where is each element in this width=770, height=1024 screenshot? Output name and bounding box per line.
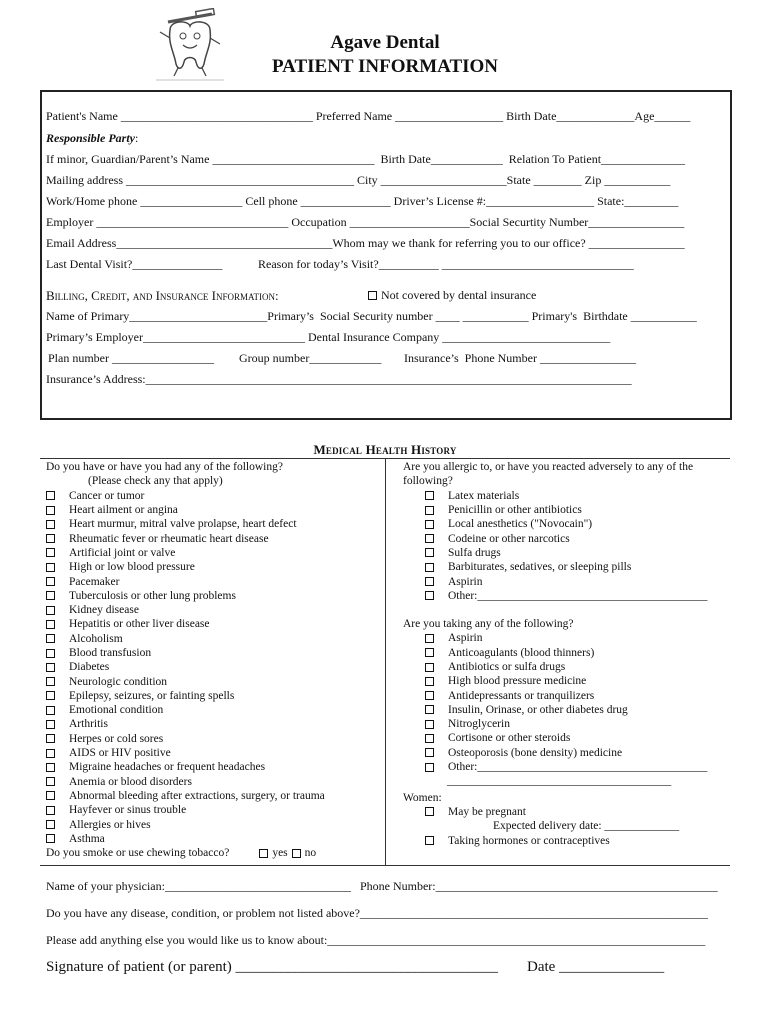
condition-item[interactable] (46, 775, 381, 789)
allergy-label: Latex materials (448, 489, 520, 502)
medication-checkbox[interactable] (425, 705, 434, 714)
condition-label: Rheumatic fever or rheumatic heart disease (69, 532, 269, 545)
condition-item[interactable] (46, 803, 381, 817)
allergy-item[interactable] (425, 560, 733, 574)
condition-label: Migraine headaches or frequent headaches (69, 761, 266, 774)
hormones-option[interactable]: Taking hormones or contraceptives (403, 833, 733, 847)
condition-item[interactable] (46, 832, 381, 846)
allergy-item[interactable] (425, 574, 733, 588)
medication-item[interactable] (425, 688, 733, 702)
email-line[interactable]: Email Address____________________________________Whom may we thank for referring you to our office? ________________ (46, 236, 685, 250)
allergy-item[interactable] (425, 531, 733, 545)
physician-line[interactable]: Name of your physician:_______________________________ Phone Number:_______________________________________________ (46, 879, 718, 893)
medication-checkbox[interactable] (425, 634, 434, 643)
pregnant-checkbox[interactable] (425, 807, 434, 816)
guardian-line[interactable]: If minor, Guardian/Parent’s Name ___________________________ Birth Date____________ Relation To Patient______________ (46, 152, 686, 166)
condition-label: Abnormal bleeding after extractions, surgery, or trauma (69, 789, 325, 802)
condition-checkbox[interactable] (46, 548, 55, 557)
employer-line[interactable]: Employer ________________________________ Occupation ____________________Social Securtity Number________________ (46, 215, 685, 229)
medication-label: Other:________________________________________ (448, 761, 708, 774)
allergy-label: Aspirin (448, 575, 483, 588)
conditions-instruction: (Please check any that apply) (88, 475, 223, 488)
medical-history-heading: Medical Health History (313, 442, 457, 457)
condition-checkbox[interactable] (46, 834, 55, 843)
condition-item[interactable] (46, 689, 381, 703)
medication-item[interactable] (425, 646, 733, 660)
medication-label: Antidepressants or tranquilizers (448, 689, 595, 702)
condition-checkbox[interactable] (46, 563, 55, 572)
additional-info-line[interactable]: Please add anything else you would like us to know about:_______________________________________________________________ (46, 933, 706, 947)
medication-item[interactable] (425, 674, 733, 688)
medication-item[interactable] (425, 746, 733, 760)
medication-item[interactable] (425, 731, 733, 745)
medication-item[interactable] (425, 760, 733, 774)
allergy-checkbox[interactable] (425, 534, 434, 543)
patient-name-line[interactable]: Patient's Name ________________________________ Preferred Name __________________ Birth Date_____________Age______ (46, 109, 691, 123)
condition-label: Cancer or tumor (69, 489, 145, 502)
date-line[interactable]: Date ______________ (527, 959, 665, 975)
medication-checkbox[interactable] (425, 734, 434, 743)
medication-label: Nitroglycerin (448, 718, 510, 731)
signature-line[interactable]: Signature of patient (or parent) ___________________________________ (46, 959, 499, 975)
condition-label: Emotional condition (69, 704, 164, 717)
condition-checkbox[interactable] (46, 606, 55, 615)
condition-label: High or low blood pressure (69, 561, 195, 574)
condition-checkbox[interactable] (46, 791, 55, 800)
medication-item[interactable] (425, 703, 733, 717)
allergy-intro: Are you allergic to, or have you reacted adversely to any of the (403, 461, 694, 474)
practice-name: Agave Dental (330, 32, 440, 53)
condition-label: Artificial joint or valve (69, 546, 176, 559)
medication-label: Osteoporosis (bone density) medicine (448, 746, 623, 759)
allergy-item[interactable] (425, 589, 733, 603)
allergy-item[interactable] (425, 546, 733, 560)
medication-label: High blood pressure medicine (448, 675, 587, 688)
medication-label: Antibiotics or sulfa drugs (448, 661, 566, 673)
allergy-label: Codeine or other narcotics (448, 532, 570, 545)
condition-item[interactable] (46, 746, 381, 760)
condition-checkbox[interactable] (46, 806, 55, 815)
medication-checkbox[interactable] (425, 677, 434, 686)
condition-item[interactable] (46, 732, 381, 746)
group-number-line[interactable]: Group number____________ (239, 351, 382, 365)
responsible-party-label: Responsible Party: (46, 131, 139, 145)
medication-checkbox[interactable] (425, 663, 434, 672)
condition-checkbox[interactable] (46, 749, 55, 758)
condition-checkbox[interactable] (46, 591, 55, 600)
allergy-label: Barbiturates, sedatives, or sleeping pills (448, 561, 632, 574)
plan-number-line[interactable]: Plan number _________________ (48, 351, 214, 365)
meds-intro: Are you taking any of the following? (403, 618, 574, 631)
smoke-yes-checkbox[interactable] (259, 849, 268, 858)
condition-item[interactable] (46, 789, 381, 803)
allergy-checkbox[interactable] (425, 520, 434, 529)
condition-item[interactable] (46, 531, 381, 545)
condition-item[interactable] (46, 717, 381, 731)
billing-heading: Billing, Credit, and Insurance Information: (46, 288, 279, 303)
condition-label: Allergies or hives (69, 818, 151, 831)
condition-item[interactable] (46, 546, 381, 560)
condition-label: Blood transfusion (69, 647, 152, 659)
condition-label: Heart murmur, mitral valve prolapse, heart defect (69, 518, 297, 531)
condition-item[interactable] (46, 560, 381, 574)
smoke-question: Do you smoke or use chewing tobacco? (46, 847, 230, 860)
condition-checkbox[interactable] (46, 491, 55, 500)
medication-checkbox[interactable] (425, 763, 434, 772)
allergy-checkbox[interactable] (425, 591, 434, 600)
condition-item[interactable] (46, 760, 381, 774)
form-title: PATIENT INFORMATION (271, 56, 499, 77)
medication-label: Anticoagulants (blood thinners) (448, 646, 595, 659)
condition-label: Epilepsy, seizures, or fainting spells (69, 689, 235, 702)
condition-checkbox[interactable] (46, 720, 55, 729)
allergy-label: Other:________________________________________ (448, 589, 708, 602)
condition-checkbox[interactable] (46, 677, 55, 686)
condition-item[interactable] (46, 674, 381, 688)
condition-checkbox[interactable] (46, 649, 55, 658)
condition-label: Hepatitis or other liver disease (69, 618, 210, 631)
no-label: no (304, 847, 317, 860)
allergy-checkbox[interactable] (425, 491, 434, 500)
medication-item[interactable] (425, 631, 733, 645)
condition-item[interactable] (46, 517, 381, 531)
medication-checkbox[interactable] (425, 648, 434, 657)
condition-label: Heart ailment or angina (69, 504, 178, 517)
condition-label: Tuberculosis or other lung problems (69, 589, 236, 602)
condition-item[interactable] (46, 574, 381, 588)
condition-label: Hayfever or sinus trouble (69, 804, 187, 817)
condition-item[interactable] (46, 632, 381, 646)
patient-info-box (40, 90, 732, 420)
condition-item[interactable] (46, 603, 381, 617)
insurance-address-line[interactable]: Insurance’s Address:_________________________________________________________________________________ (46, 372, 632, 386)
condition-checkbox[interactable] (46, 706, 55, 715)
medication-checkbox[interactable] (425, 691, 434, 700)
condition-checkbox[interactable] (46, 577, 55, 586)
not-covered-option[interactable]: Not covered by dental insurance (364, 288, 536, 303)
conditions-column (46, 460, 381, 860)
allergy-checkbox[interactable] (425, 506, 434, 515)
allergy-label: Penicillin or other antibiotics (448, 504, 582, 517)
condition-item[interactable] (46, 503, 381, 517)
last-visit-line[interactable]: Last Dental Visit?_______________ (46, 257, 223, 271)
condition-label: AIDS or HIV positive (69, 747, 171, 760)
divider (40, 865, 730, 866)
condition-checkbox[interactable] (46, 620, 55, 629)
condition-checkbox[interactable] (46, 763, 55, 772)
condition-item[interactable] (46, 703, 381, 717)
condition-label: Neurologic condition (69, 675, 168, 688)
allergy-checkbox[interactable] (425, 577, 434, 586)
allergies-column (403, 460, 733, 848)
not-covered-checkbox[interactable] (368, 291, 377, 300)
condition-item[interactable] (46, 589, 381, 603)
condition-item[interactable] (46, 646, 381, 660)
condition-item[interactable] (46, 489, 381, 503)
column-divider (385, 458, 386, 865)
allergy-item[interactable] (425, 489, 733, 503)
condition-checkbox[interactable] (46, 734, 55, 743)
phone-line[interactable]: Work/Home phone _________________ Cell phone _______________ Driver’s License #:__________________ State:_________ (46, 194, 679, 208)
mailing-address-line[interactable]: Mailing address ______________________________________ City _____________________State ________ Zip ___________ (46, 173, 671, 187)
primary-name-line[interactable]: Name of Primary_______________________Primary’s Social Security number ____ ___________ Primary's Birthdate ___________ (46, 309, 697, 323)
conditions-intro: Do you have or have you had any of the following? (46, 461, 283, 474)
medication-label: Aspirin (448, 632, 483, 645)
other-disease-line[interactable]: Do you have any disease, condition, or problem not listed above?__________________________________________________________ (46, 906, 708, 920)
condition-label: Asthma (69, 832, 105, 845)
condition-checkbox[interactable] (46, 777, 55, 786)
medication-checkbox[interactable] (425, 720, 434, 729)
condition-checkbox[interactable] (46, 663, 55, 672)
condition-item[interactable] (46, 817, 381, 831)
condition-label: Alcoholism (69, 632, 123, 645)
conditions-list (46, 489, 381, 846)
visit-reason-line[interactable]: Reason for today’s Visit?__________ ________________________________ (258, 257, 634, 271)
pregnant-option[interactable]: May be pregnant (403, 805, 733, 819)
condition-label: Anemia or blood disorders (69, 775, 192, 788)
medication-label: Insulin, Orinase, or other diabetes drug (448, 703, 628, 716)
allergy-item[interactable] (425, 503, 733, 517)
medication-item[interactable] (425, 717, 733, 731)
allergy-label: Local anesthetics ("Novocain") (448, 518, 593, 531)
yes-label: yes (272, 847, 288, 860)
condition-label: Kidney disease (69, 604, 139, 617)
condition-checkbox[interactable] (46, 506, 55, 515)
condition-checkbox[interactable] (46, 820, 55, 829)
medication-item[interactable] (425, 660, 733, 674)
insurance-phone-line[interactable]: Insurance’s Phone Number ________________ (404, 351, 636, 365)
hormones-checkbox[interactable] (425, 836, 434, 845)
primary-employer-line[interactable]: Primary’s Employer___________________________ Dental Insurance Company ____________________________ (46, 330, 611, 344)
condition-checkbox[interactable] (46, 534, 55, 543)
women-label: Women: (403, 791, 442, 804)
allergy-label: Sulfa drugs (448, 546, 501, 559)
smoke-question-row (46, 846, 381, 860)
medication-checkbox[interactable] (425, 748, 434, 757)
other-meds-blank[interactable]: _______________________________________ (447, 775, 672, 788)
allergy-intro-cont: following? (403, 475, 453, 488)
delivery-date-line[interactable]: Expected delivery date: _____________ (493, 820, 680, 833)
condition-checkbox[interactable] (46, 520, 55, 529)
condition-item[interactable] (46, 617, 381, 631)
allergy-item[interactable] (425, 517, 733, 531)
medication-label: Cortisone or other steroids (448, 732, 571, 745)
condition-label: Herpes or cold sores (69, 732, 164, 745)
allergy-list (403, 489, 733, 603)
condition-checkbox[interactable] (46, 691, 55, 700)
smoke-no-checkbox[interactable] (292, 849, 301, 858)
medications-list (403, 631, 733, 774)
condition-item[interactable] (46, 660, 381, 674)
allergy-checkbox[interactable] (425, 563, 434, 572)
condition-label: Diabetes (69, 661, 110, 674)
condition-label: Arthritis (69, 718, 108, 731)
condition-label: Pacemaker (69, 575, 120, 588)
condition-checkbox[interactable] (46, 634, 55, 643)
allergy-checkbox[interactable] (425, 548, 434, 557)
